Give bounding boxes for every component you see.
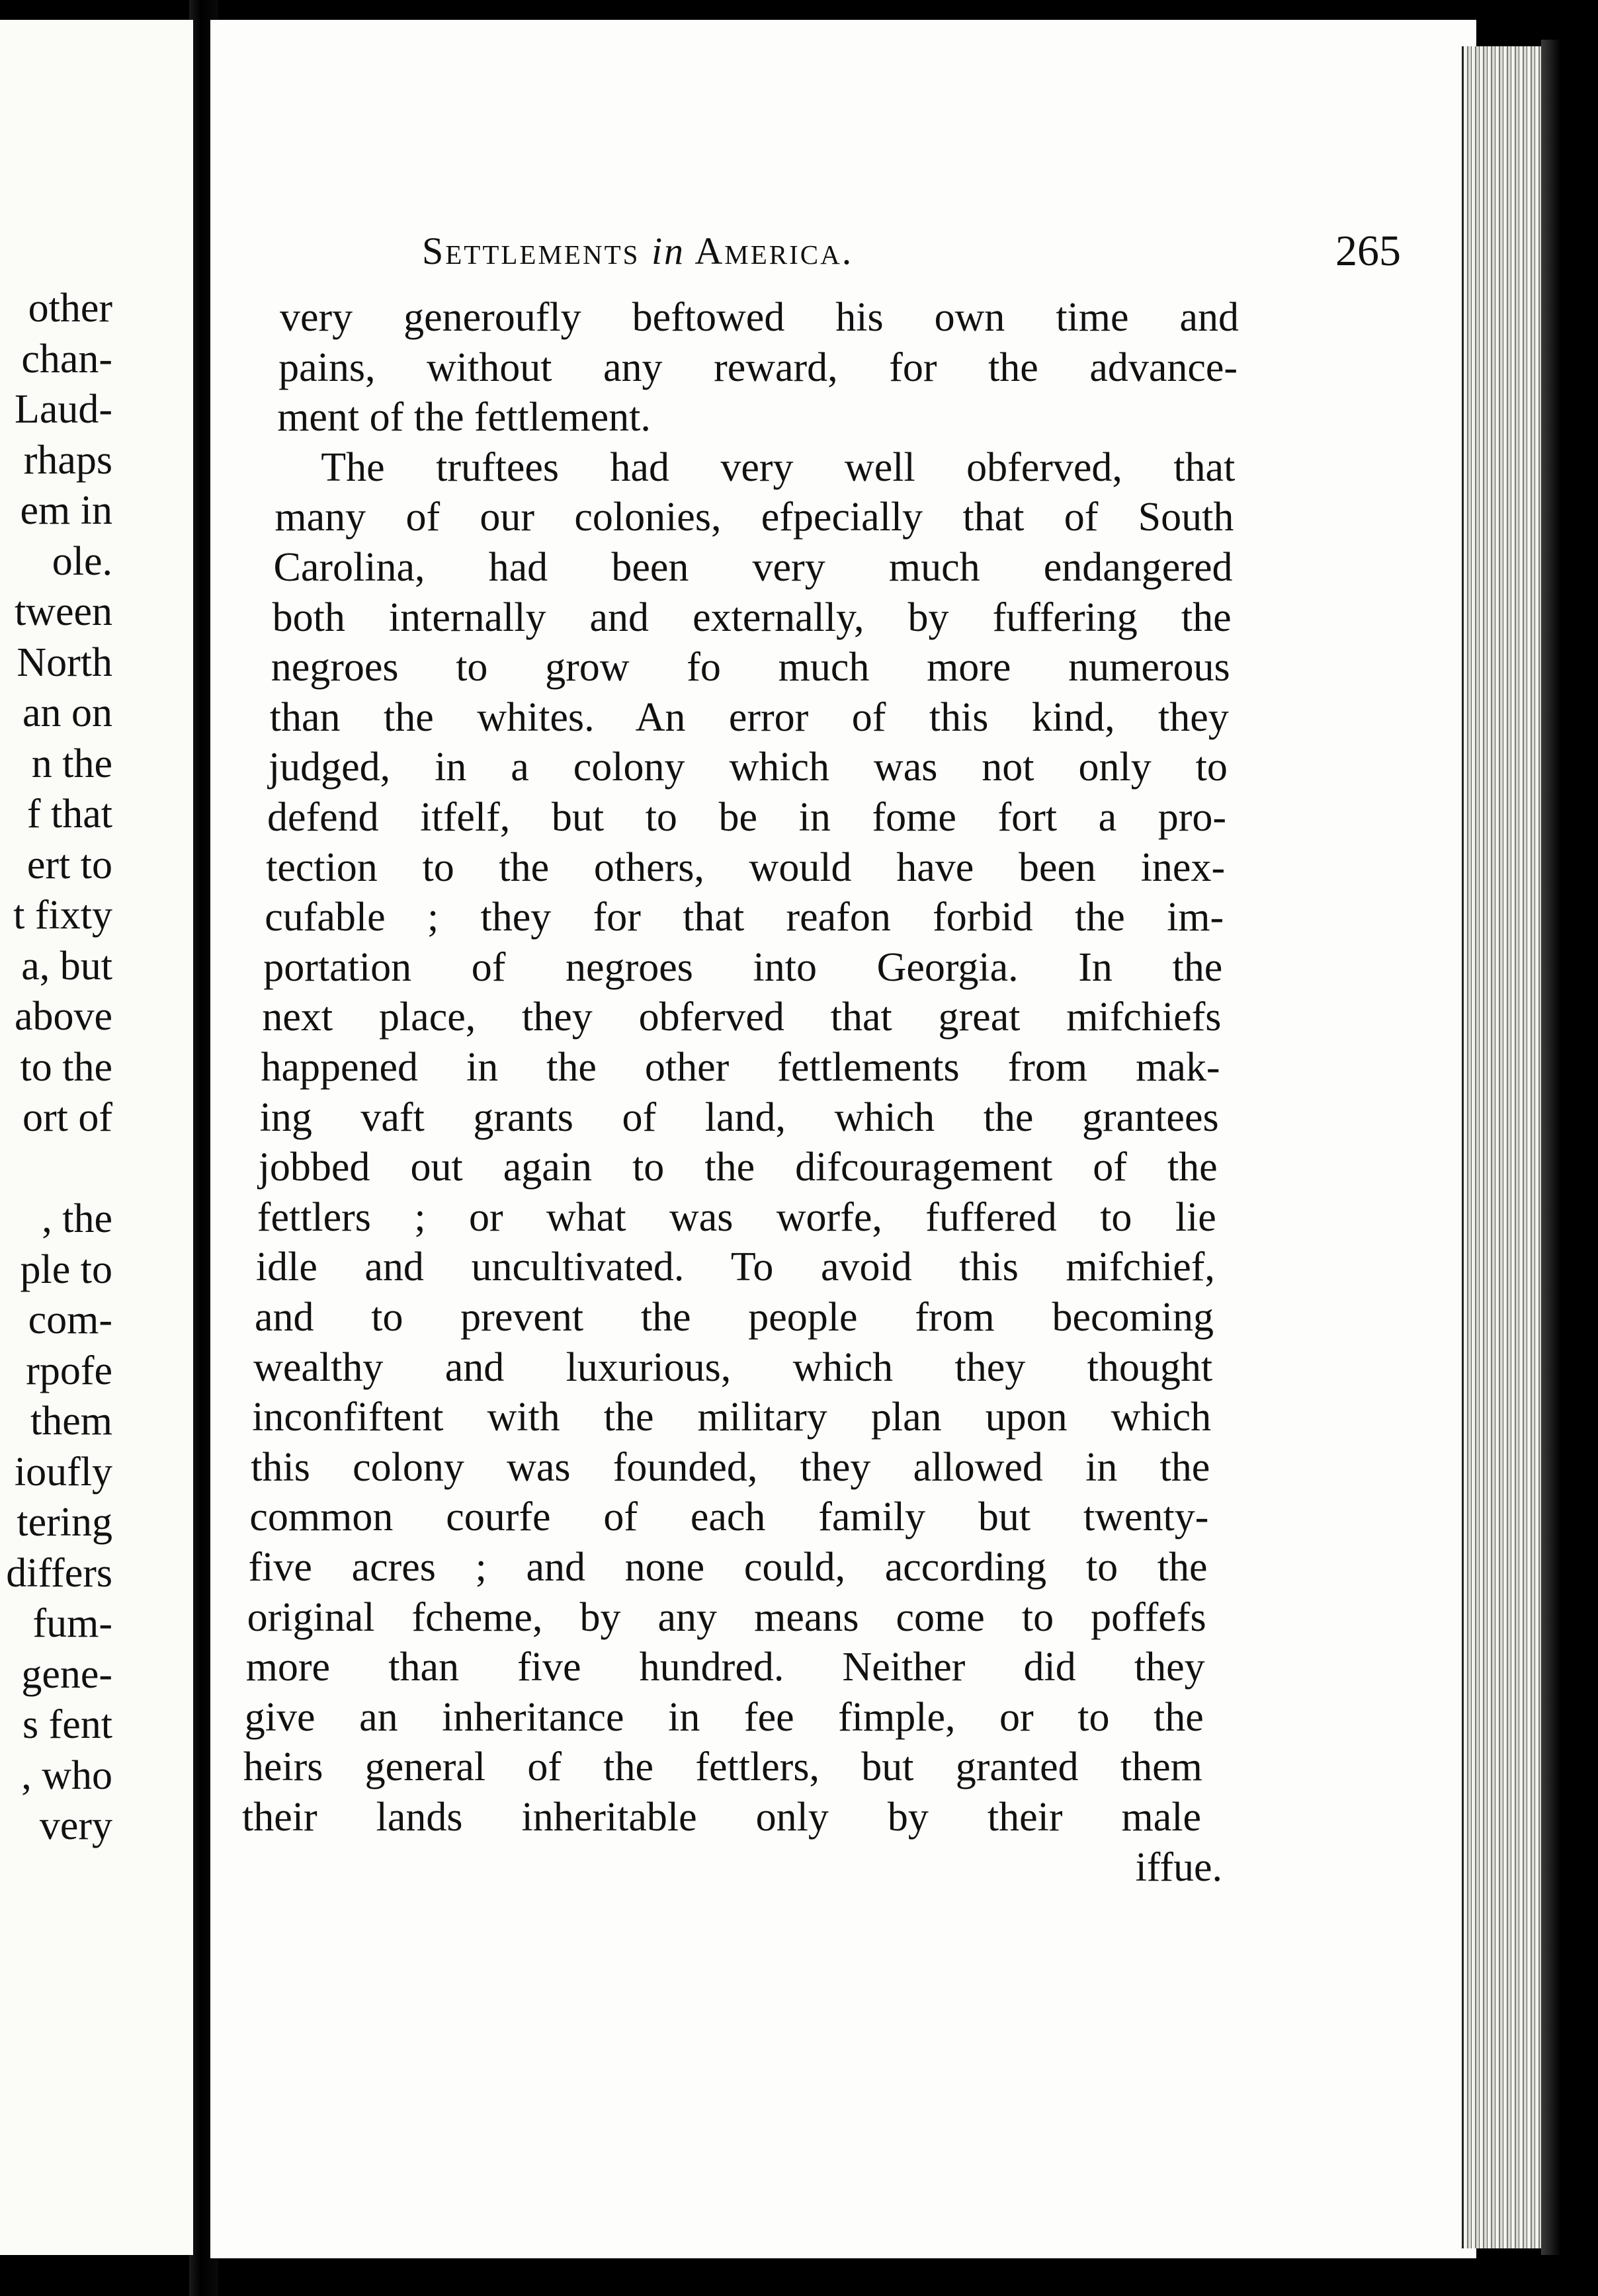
left-page-line: tween — [14, 589, 112, 634]
text-line: original fcheme, by any means come to poffefs — [247, 1594, 1206, 1640]
text-line: portation of negroes into Georgia. In the — [263, 944, 1223, 990]
left-page-line: tering — [17, 1500, 112, 1545]
left-page-line: s fent — [22, 1702, 112, 1747]
left-page-line: , who — [21, 1752, 112, 1798]
text-line: happened in the other fettlements from mak- — [261, 1045, 1220, 1090]
text-line: five acres ; and none could, according to the — [248, 1545, 1208, 1590]
left-page-line: other — [28, 286, 112, 331]
catchword: iffue. — [1135, 1844, 1222, 1890]
text-line: both internally and externally, by fuffering the — [272, 594, 1232, 640]
text-line: idle and uncultivated. To avoid this mifchief, — [255, 1245, 1215, 1290]
left-page-line: ole. — [52, 538, 112, 584]
text-line: and to prevent the people from becoming — [255, 1295, 1214, 1340]
left-page-line: differs — [6, 1550, 112, 1596]
left-page-line: a, but — [21, 943, 112, 989]
left-page-line: chan- — [21, 336, 112, 382]
text-line: ing vaft grants of land, which the grantees — [259, 1094, 1219, 1140]
left-page-line: ple to — [20, 1247, 112, 1292]
text-line: wealthy and luxurious, which they thought — [253, 1344, 1213, 1390]
page-edges — [1462, 46, 1550, 2248]
text-line: cufable ; they for that reafon forbid the im- — [265, 895, 1224, 940]
left-page-line: very — [39, 1803, 112, 1848]
text-line: defend itfelf, but to be in fome fort a pro- — [267, 795, 1226, 840]
text-line: judged, in a colony which was not only to — [268, 745, 1228, 790]
left-page-line: North — [17, 639, 112, 685]
left-page-line: ort of — [22, 1095, 112, 1140]
running-head-title: Settlements in America. — [422, 229, 854, 272]
left-page-line: n the — [31, 741, 112, 786]
page-edges-shadow — [1541, 40, 1561, 2255]
text-line: The truftees had very well obferved, that — [321, 444, 1236, 490]
text-line: heirs general of the fettlers, but granted them — [243, 1744, 1202, 1790]
text-line: tection to the others, would have been inex- — [266, 844, 1226, 890]
left-page-line: t fixty — [13, 893, 112, 938]
left-facing-page — [0, 20, 193, 2255]
left-page-line: an on — [22, 690, 112, 735]
text-line: this colony was founded, they allowed in the — [251, 1444, 1210, 1490]
text-line: fettlers ; or what was worfe, fuffered to lie — [257, 1194, 1216, 1240]
left-page-line: ioufly — [14, 1449, 112, 1495]
text-line: very generoufly beftowed his own time and — [280, 295, 1239, 340]
text-line: negroes to grow fo much more numerous — [271, 645, 1230, 690]
left-page-line: to the — [20, 1044, 112, 1090]
left-page-line: f that — [26, 792, 112, 837]
left-page-line: rpofe — [26, 1348, 112, 1393]
text-line: their lands inheritable only by their male — [242, 1795, 1201, 1840]
text-line: next place, they obferved that great mifchiefs — [262, 995, 1222, 1040]
text-line: many of our colonies, efpecially that of South — [274, 495, 1234, 540]
text-line: jobbed out again to the difcouragement of the — [258, 1145, 1218, 1190]
left-page-line: com- — [28, 1297, 112, 1342]
left-page-line: above — [14, 994, 112, 1039]
text-line: than the whites. An error of this kind, they — [269, 694, 1229, 740]
left-page-line: Laud- — [14, 387, 112, 432]
left-page-line: ert to — [26, 842, 112, 887]
page-number: 265 — [1335, 227, 1401, 275]
text-line: pains, without any reward, for the advance- — [278, 345, 1238, 390]
left-page-line: , the — [42, 1196, 112, 1241]
left-page-line: them — [30, 1399, 112, 1444]
text-line: inconfiftent with the military plan upon which — [252, 1395, 1212, 1440]
text-line: common courfe of each family but twenty- — [249, 1495, 1209, 1540]
left-page-line: gene- — [21, 1651, 112, 1697]
left-page-line: rhaps — [23, 437, 112, 483]
text-line: more than five hundred. Neither did they — [245, 1645, 1205, 1690]
right-page — [210, 20, 1476, 2258]
left-page-line: fum- — [32, 1601, 112, 1646]
body-text — [210, 20, 1476, 2258]
left-page-line: em in — [20, 488, 112, 533]
text-line: Carolina, had been very much endangered — [273, 545, 1233, 590]
text-line: give an inheritance in fee fimple, or to the — [244, 1694, 1204, 1740]
text-line: ment of the fettlement. — [277, 395, 651, 440]
